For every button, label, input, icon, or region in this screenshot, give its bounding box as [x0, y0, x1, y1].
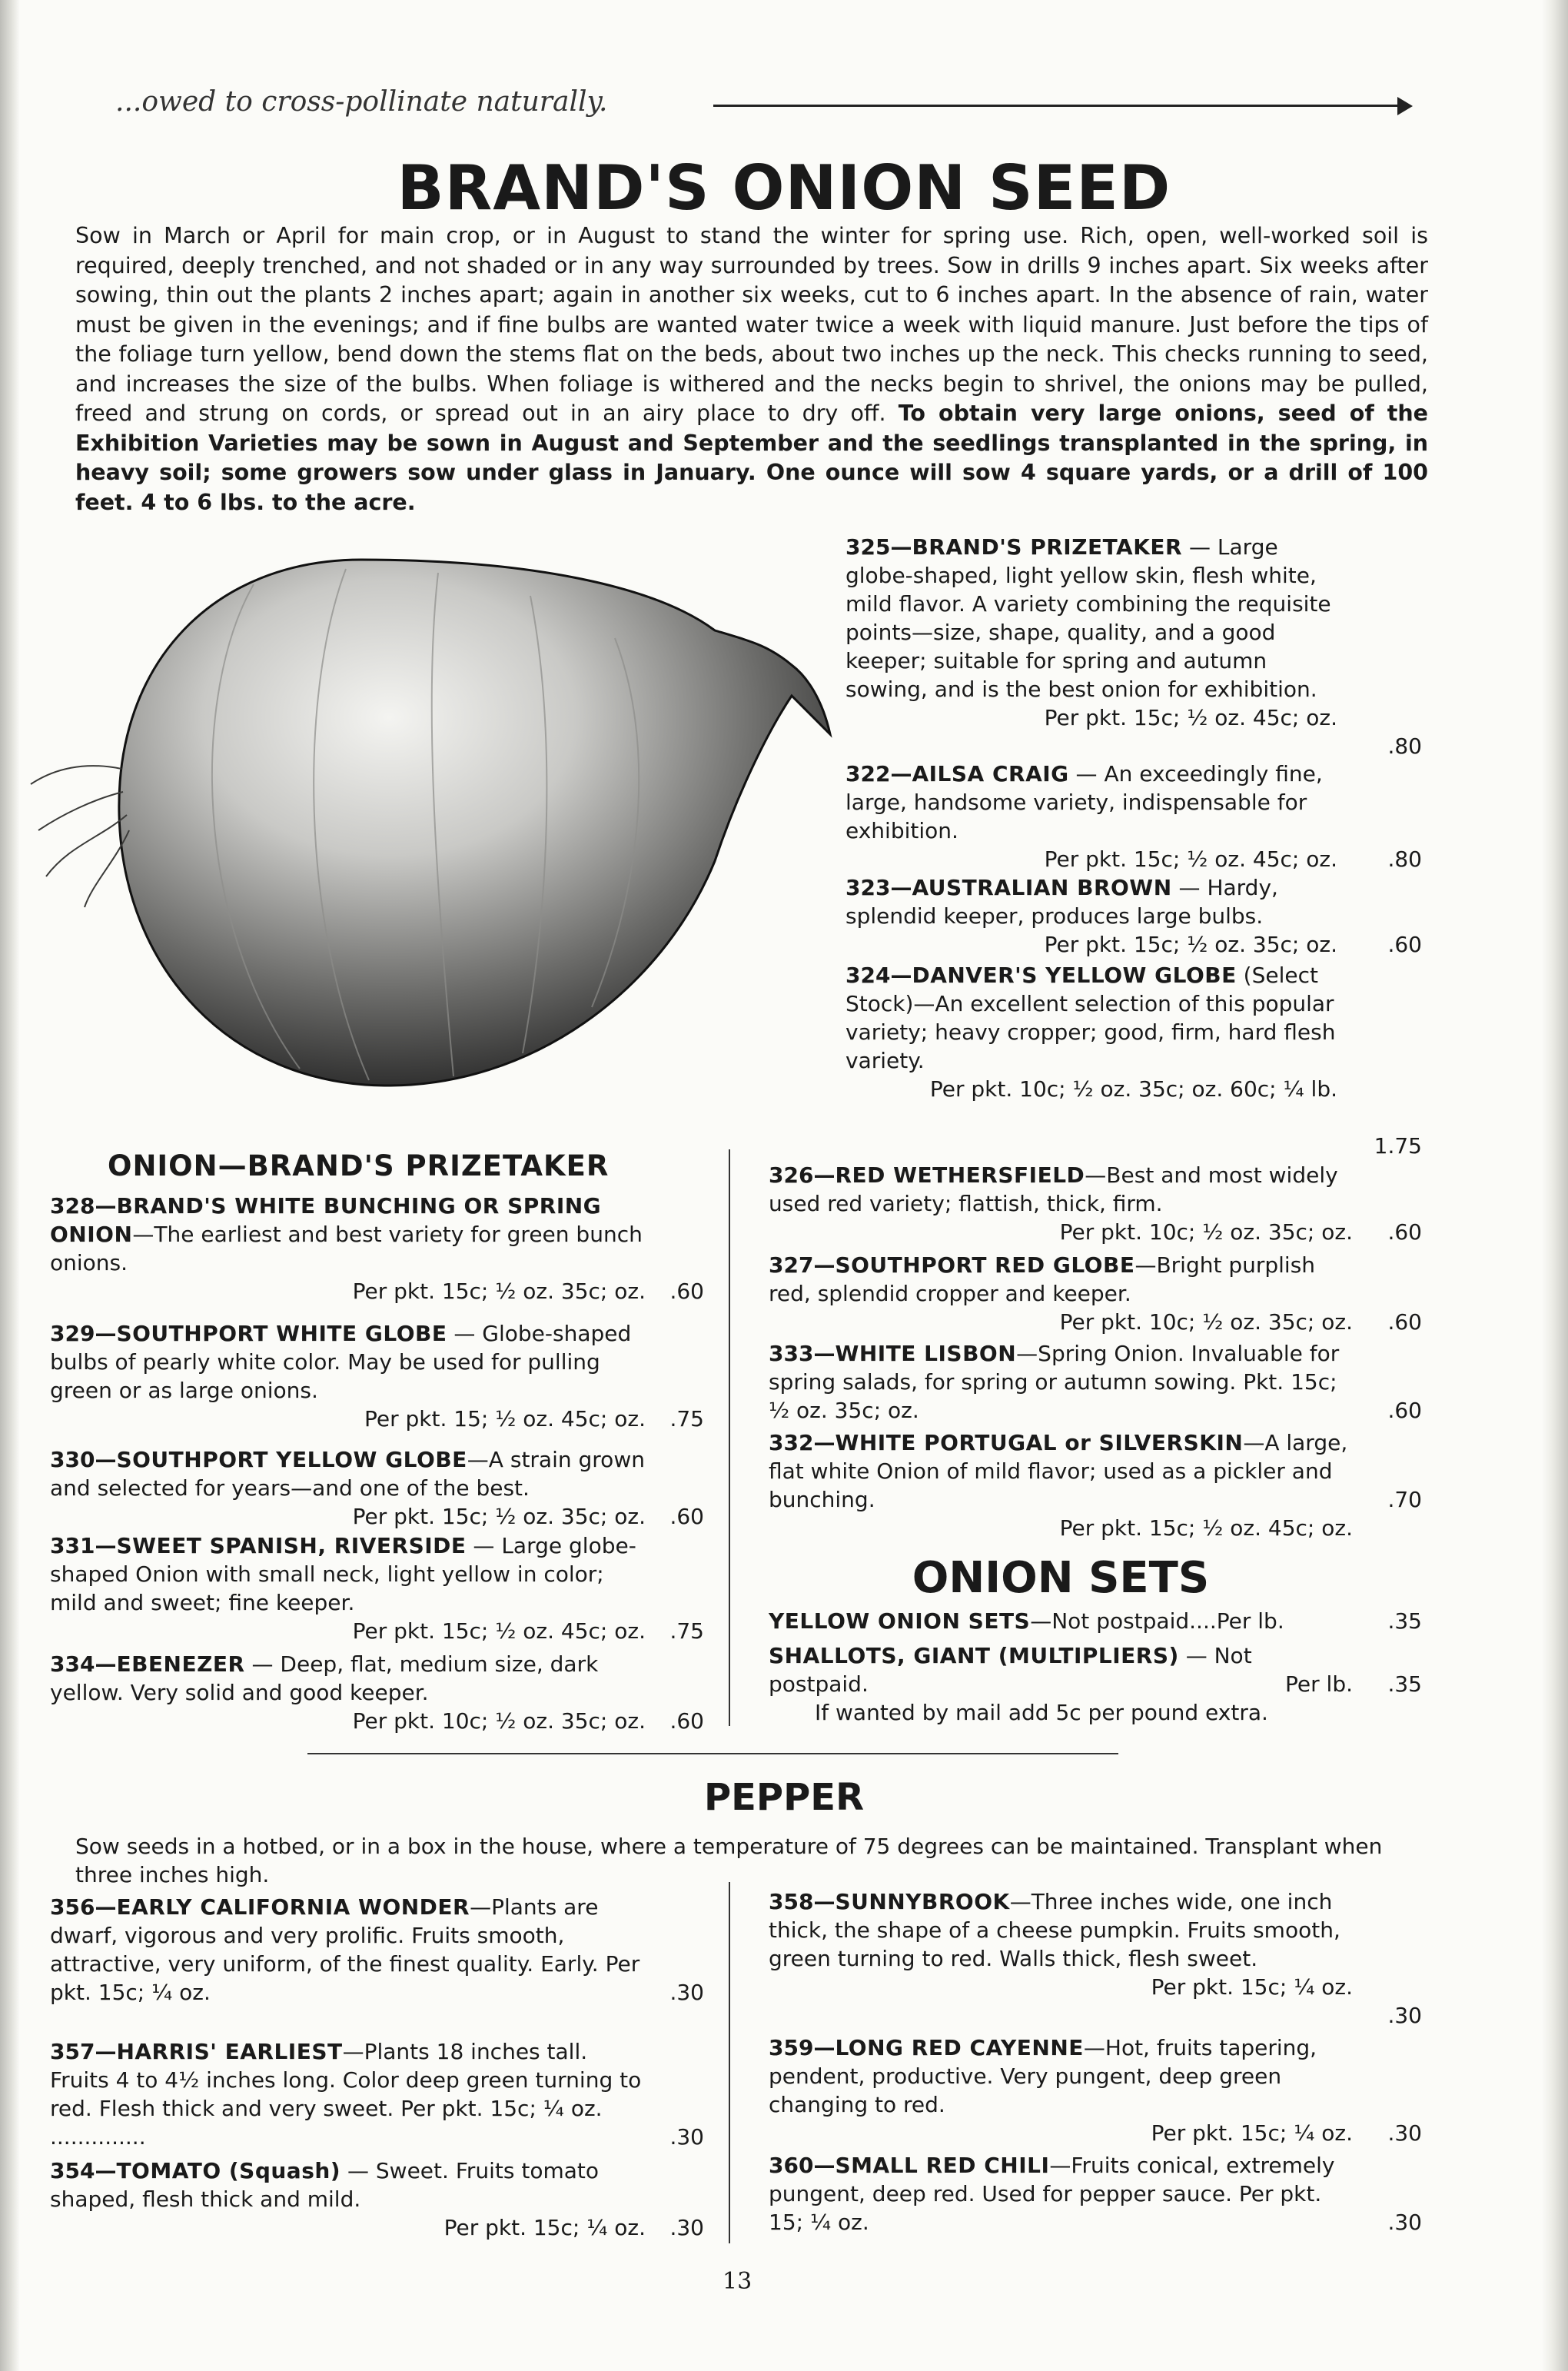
pepper-intro: Sow seeds in a hotbed, or in a box in the house, where a temperature of 75 degrees can be maintained. Transplant when three inches high. — [75, 1834, 1383, 1887]
column-divider — [729, 1149, 730, 1726]
page-title: BRAND'S ONION SEED — [397, 152, 1171, 224]
item-price: .35 — [1387, 1608, 1422, 1634]
item-price: .60 — [1387, 1219, 1422, 1245]
list-item: 330—SOUTHPORT YELLOW GLOBE—A strain grown and selected for years—and one of the best. Per pkt. 15c; ½ oz. 35c; oz. — [50, 1447, 646, 1529]
arrow-line — [713, 105, 1408, 107]
item-price: .30 — [1387, 2210, 1422, 2235]
onion-intro-text: Sow in March or April for main crop, or in August to stand the winter for spring use. Rich, open, well-worked soil is required, deeply trenched, and not shaded or in any way surrounded by trees. Sow in drills 9 inches apart. Six weeks after sowing, thin out the plants 2 inches apart; again in another six weeks, cut to 6 inches apart. In the absence of rain, water must be given in the evenings; and if fine bulbs are wanted water twice a week with liquid manure. Just before the tips of the foliage turn yellow, bend down the stems flat on the beds, about two inches up the neck. This checks running to seed, and increases the size of the bulbs. When foliage is withered and the necks begin to shrivel, the onions may be pulled, freed and strung on cords, or spread out in an airy place to dry off. — [75, 223, 1428, 426]
onion-image — [23, 538, 838, 1138]
page-edge-left — [0, 0, 20, 2371]
item-price: .80 — [1387, 846, 1422, 872]
page-edge-right — [1542, 0, 1568, 2371]
item-price: .60 — [669, 1279, 704, 1304]
list-item: 354—TOMATO (Squash) — Sweet. Fruits tomato shaped, flesh thick and mild. Per pkt. 15c; ¼ oz. — [50, 2158, 646, 2240]
item-price: .30 — [1387, 2120, 1422, 2146]
onion-sets-title: ONION SETS — [912, 1553, 1210, 1603]
list-item: 332—WHITE PORTUGAL or SILVERSKIN—A large, flat white Onion of mild flavor; used as a pickler and bunching. Per pkt. 15c; ½ oz. 45c; oz. — [769, 1430, 1353, 1541]
list-item: 358—SUNNYBROOK—Three inches wide, one inch thick, the shape of a cheese pumpkin. Fruits smooth, green turning to red. Walls thick, flesh sweet. Per pkt. 15c; ¼ oz. — [769, 1889, 1353, 2000]
item-price: .35 — [1387, 1671, 1422, 1697]
item-price: .60 — [1387, 1309, 1422, 1335]
list-item: SHALLOTS, GIANT (MULTIPLIERS) — Not postpaid. Per lb. — [769, 1643, 1353, 1697]
list-item: 326—RED WETHERSFIELD—Best and most widely used red variety; flattish, thick, firm. Per pkt. 10c; ½ oz. 35c; oz. — [769, 1162, 1353, 1245]
item-price: .60 — [669, 1504, 704, 1529]
column-divider — [729, 1882, 730, 2243]
onion-sets-note: If wanted by mail add 5c per pound extra. — [815, 1700, 1268, 1725]
item-price: .75 — [669, 1618, 704, 1644]
list-item: 328—BRAND'S WHITE BUNCHING OR SPRING ONION—The earliest and best variety for green bunch onions. Per pkt. 15c; ½ oz. 35c; oz. — [50, 1193, 646, 1304]
item-price: .30 — [669, 2215, 704, 2240]
item-price: 1.75 — [1374, 1133, 1422, 1159]
section-divider — [307, 1753, 1118, 1754]
item-price: .30 — [669, 1980, 704, 2005]
item-price: .75 — [669, 1406, 704, 1432]
list-item: 324—DANVER'S YELLOW GLOBE (Select Stock)—An excellent selection of this popular variety; heavy cropper; good, firm, hard flesh variety. Per pkt. 10c; ½ oz. 35c; oz. 60c; ¼ lb. — [845, 963, 1337, 1102]
list-item: 333—WHITE LISBON—Spring Onion. Invaluable for spring salads, for spring or autumn sowing. Pkt. 15c; ½ oz. 35c; oz. — [769, 1341, 1340, 1423]
list-item: 323—AUSTRALIAN BROWN — Hardy, splendid keeper, produces large bulbs. Per pkt. 15c; ½ oz. 35c; oz. — [845, 875, 1337, 957]
item-price: .60 — [1387, 1398, 1422, 1423]
item-price: .60 — [669, 1708, 704, 1734]
list-item: YELLOW ONION SETS—Not postpaid....Per lb. — [769, 1608, 1284, 1634]
list-item: 329—SOUTHPORT WHITE GLOBE — Globe-shaped bulbs of pearly white color. May be used for pulling green or as large onions. Per pkt. 15; ½ oz. 45c; oz. — [50, 1321, 646, 1432]
list-item: 359—LONG RED CAYENNE—Hot, fruits tapering, pendent, productive. Very pungent, deep green changing to red. Per pkt. 15c; ¼ oz. — [769, 2035, 1353, 2146]
item-price: .30 — [669, 2124, 704, 2150]
onion-illustration — [23, 538, 838, 1138]
pepper-title: PEPPER — [703, 1776, 865, 1819]
lead-text: ...owed to cross-pollinate naturally. — [115, 86, 608, 118]
list-item: 327—SOUTHPORT RED GLOBE—Bright purplish red, splendid cropper and keeper. Per pkt. 10c; ½ oz. 35c; oz. — [769, 1252, 1353, 1335]
onion-intro-bold: To obtain very large onions, seed of the Exhibition Varieties may be sown in August and September and the seedlings transplanted in the spring, in heavy soil; some growers sow under glass in January. One ounce will sow 4 square yards, or a drill of 100 feet. 4 to 6 lbs. to the acre. — [75, 401, 1428, 515]
onion-image-caption: ONION—BRAND'S PRIZETAKER — [108, 1149, 610, 1182]
item-price: .60 — [1387, 932, 1422, 957]
list-item: 325—BRAND'S PRIZETAKER — Large globe-shaped, light yellow skin, flesh white, mild flavor. A variety combining the requisite points—size, shape, quality, and a good keeper; suitable for spring and autumn sowing, and is the best onion for exhibition. Per pkt. 15c; ½ oz. 45c; oz. — [845, 534, 1337, 730]
arrow-head-icon — [1397, 97, 1413, 115]
list-item: 334—EBENEZER — Deep, flat, medium size, dark yellow. Very solid and good keeper. Per pkt. 10c; ½ oz. 35c; oz. — [50, 1651, 646, 1734]
item-price: .70 — [1387, 1487, 1422, 1512]
list-item: 357—HARRIS' EARLIEST—Plants 18 inches tall. Fruits 4 to 4½ inches long. Color deep green turning to red. Flesh thick and very sweet. Per pkt. 15c; ¼ oz. .............. — [50, 2039, 642, 2150]
item-price: .80 — [1387, 733, 1422, 759]
list-item: 331—SWEET SPANISH, RIVERSIDE — Large globe-shaped Onion with small neck, light yellow in color; mild and sweet; fine keeper. Per pkt. 15c; ½ oz. 45c; oz. — [50, 1533, 646, 1644]
list-item: 322—AILSA CRAIG — An exceedingly fine, large, handsome variety, indispensable for exhibition. Per pkt. 15c; ½ oz. 45c; oz. — [845, 761, 1337, 872]
list-item: 360—SMALL RED CHILI—Fruits conical, extremely pungent, deep red. Used for pepper sauce. Per pkt. 15; ¼ oz. — [769, 2153, 1335, 2235]
onion-intro — [75, 221, 1428, 517]
page-number: 13 — [723, 2268, 752, 2295]
item-price: .30 — [1387, 2003, 1422, 2028]
list-item: 356—EARLY CALIFORNIA WONDER—Plants are dwarf, vigorous and very prolific. Fruits smooth, attractive, very uniform, of the finest quality. Early. Per pkt. 15c; ¼ oz. — [50, 1894, 640, 2005]
